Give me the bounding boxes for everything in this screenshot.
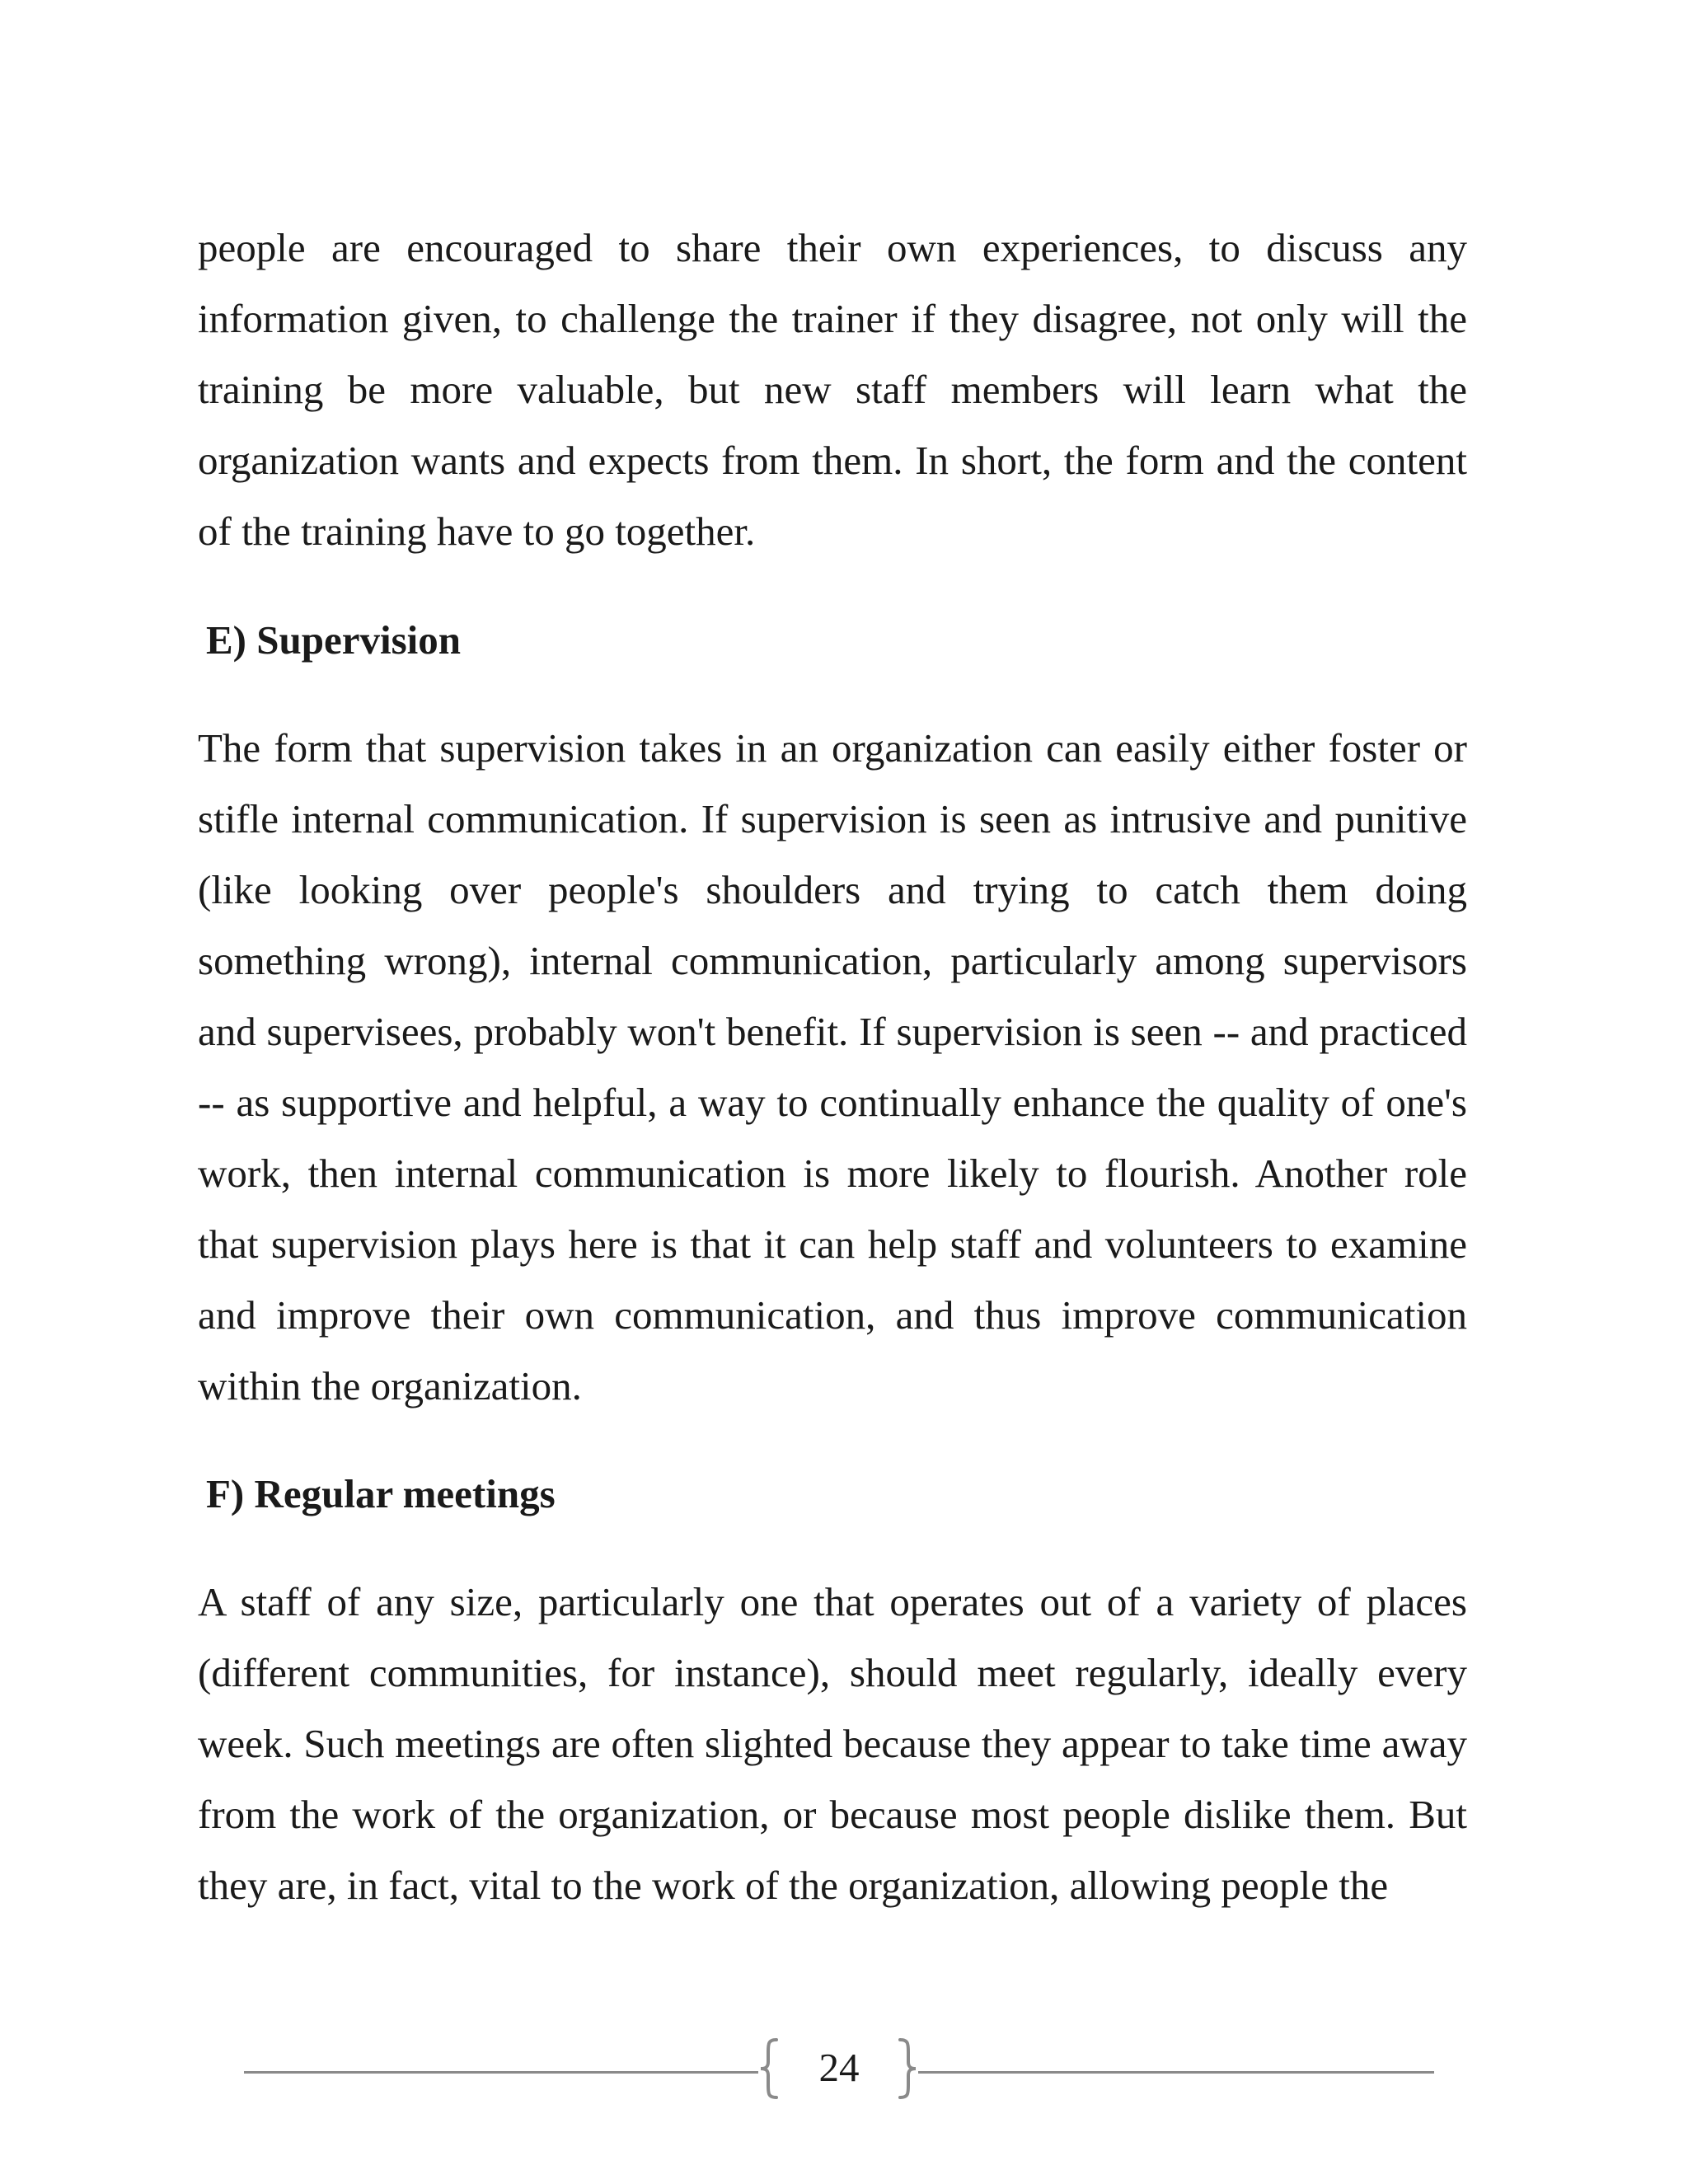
right-brace-icon	[895, 2037, 920, 2100]
paragraph-regular-meetings: A staff of any size, particularly one that operates out of a variety of places (different communities, for instance), should meet regularly, ideally every week. Such meetings are often slighted because they appear to take time away from the work of the organization, or because most people dislike them. But they are, in fact, vital to the work of the organization, allowing people the	[198, 1579, 1467, 1908]
section-heading-regular-meetings: F) Regular meetings	[206, 1471, 556, 1516]
left-brace-icon	[757, 2037, 781, 2100]
paragraph-training: people are encouraged to share their own experiences, to discuss any information given, to challenge the trainer if they disagree, not only will the training be more valuable, but new staff members will learn what the organization wants and expects from them. In short, the form and the content of the training have to go together.	[198, 225, 1467, 554]
section-heading-supervision: E) Supervision	[206, 617, 462, 663]
page-number: 24	[818, 2045, 860, 2090]
page-content	[198, 213, 1467, 1921]
footer-rule-right	[918, 2071, 1434, 2074]
page-footer	[0, 2036, 1688, 2102]
paragraph-supervision: The form that supervision takes in an organization can easily either foster or stifle internal communication. If supervision is seen as intrusive and punitive (like looking over people's shoulders and trying to catch them doing something wrong), internal communication, particularly among supervisors and supervisees, probably won't benefit. If supervision is seen -- and practiced -- as supportive and helpful, a way to continually enhance the quality of one's work, then internal communication is more likely to flourish. Another role that supervision plays here is that it can help staff and volunteers to examine and improve their own communication, and thus improve communication within the organization.	[198, 725, 1467, 1408]
footer-rule-left	[244, 2071, 758, 2074]
